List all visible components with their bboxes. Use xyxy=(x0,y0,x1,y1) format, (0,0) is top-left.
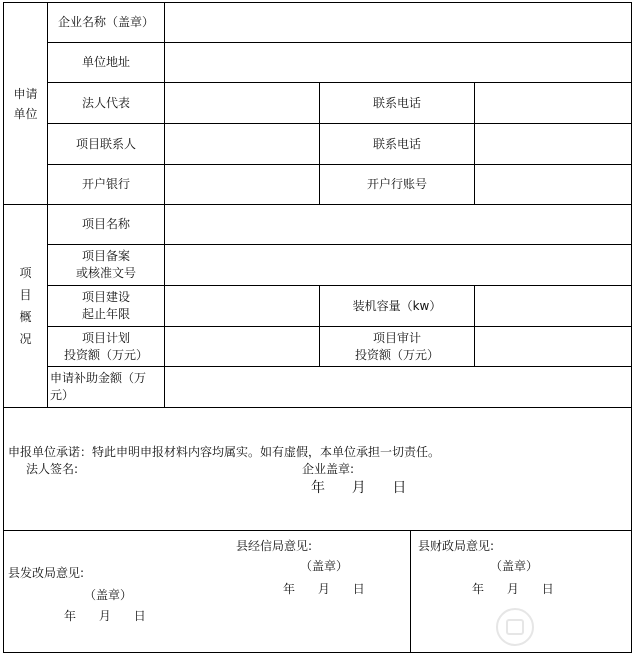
phone-label: 联系电话 xyxy=(372,95,421,110)
contact-phone-label: 联系电话 xyxy=(372,136,421,151)
bank-field[interactable] xyxy=(165,165,319,204)
pledge-statement: 申报单位承诺：特此申明申报材料内容均属实。如有虚假，本单位承担一切责任。 xyxy=(8,445,441,459)
project-name-field[interactable] xyxy=(165,205,631,244)
account-field[interactable] xyxy=(475,165,631,204)
finance-bureau-date: 年 月 日 xyxy=(472,582,554,596)
address-label: 单位地址 xyxy=(81,55,130,69)
applicant-section-label: 申请 单位 xyxy=(13,86,38,121)
filing-number-label: 项目备案 或核准文号 xyxy=(75,249,136,280)
grid-line xyxy=(410,530,411,653)
development-bureau-label: 县发改局意见: xyxy=(8,566,85,580)
capacity-field[interactable] xyxy=(475,286,631,326)
construction-period-label: 项目建设 起止年限 xyxy=(81,290,130,321)
planned-investment-field[interactable] xyxy=(165,327,319,366)
capacity-label: 装机容量（kw） xyxy=(352,298,442,313)
development-bureau-date: 年 月 日 xyxy=(64,609,146,623)
grid-line xyxy=(631,2,632,653)
filing-number-field[interactable] xyxy=(165,245,631,285)
subsidy-amount-label: 申请补助金额（万元） xyxy=(50,371,147,402)
company-seal-label: 企业盖章: xyxy=(302,462,355,476)
economic-bureau-seal: （盖章） xyxy=(300,559,349,573)
company-name-field[interactable] xyxy=(165,3,631,42)
finance-bureau-label: 县财政局意见: xyxy=(418,539,495,553)
bank-label: 开户银行 xyxy=(81,177,130,191)
account-label: 开户行账号 xyxy=(366,177,427,191)
grid-line xyxy=(3,407,631,408)
watermark-seal-icon xyxy=(496,608,534,646)
contact-label: 项目联系人 xyxy=(75,136,136,151)
construction-period-field[interactable] xyxy=(165,286,319,326)
company-name-label: 企业名称（盖章） xyxy=(57,15,154,29)
grid-line xyxy=(3,652,631,653)
project-section-label: 项 目 概 况 xyxy=(19,266,32,346)
planned-investment-label: 项目计划 投资额（万元） xyxy=(63,330,148,362)
economic-bureau-date: 年 月 日 xyxy=(283,582,365,596)
project-name-label: 项目名称 xyxy=(81,217,130,231)
legal-signature-label: 法人签名: xyxy=(26,462,79,476)
legal-rep-label: 法人代表 xyxy=(81,95,130,110)
audited-investment-field[interactable] xyxy=(475,327,631,366)
grid-line xyxy=(3,530,631,531)
economic-bureau-label: 县经信局意见: xyxy=(236,539,313,553)
audited-investment-label: 项目审计 投资额（万元） xyxy=(354,330,439,362)
pledge-date: 年 月 日 xyxy=(311,480,407,496)
phone-field[interactable] xyxy=(475,83,631,123)
legal-rep-field[interactable] xyxy=(165,83,319,123)
finance-bureau-seal: （盖章） xyxy=(490,559,539,573)
subsidy-amount-field[interactable] xyxy=(165,367,631,407)
contact-field[interactable] xyxy=(165,124,319,164)
address-field[interactable] xyxy=(165,43,631,82)
contact-phone-field[interactable] xyxy=(475,124,631,164)
development-bureau-seal: （盖章） xyxy=(84,588,133,602)
